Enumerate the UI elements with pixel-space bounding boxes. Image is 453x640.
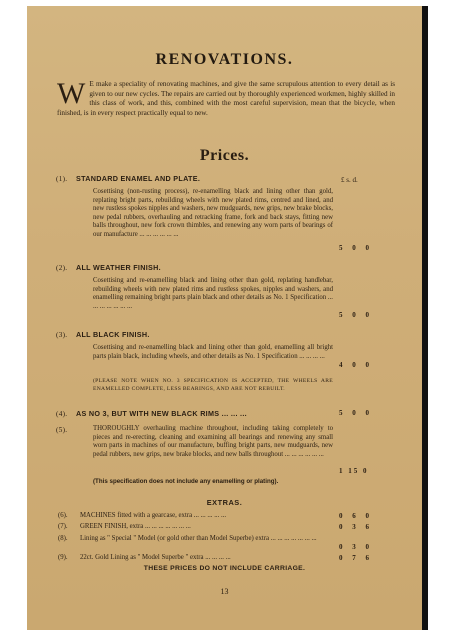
prices-heading: Prices. [199,147,250,164]
page-title: RENOVATIONS. [155,51,294,68]
extra-9-price: 0 7 6 [339,554,373,562]
page-number: 13 [220,587,229,596]
item-3-note: (PLEASE NOTE WHEN NO. 3 SPECIFICATION IS ACCEPTED, THE WHEELS ARE ENAMELLED COMPLETE, LESS BEARINGS, AND ARE NOT REBUILT. [93,378,333,392]
extra-number: (7). [58,523,68,530]
item-number: (3). [56,331,68,339]
item-title: ALL WEATHER FINISH. [76,263,161,272]
intro-text: E make a speciality of renovating machines, and give the same scrupulous attention to every detail as is given to our new cycles. The repairs are carried out by thoroughly experienced workmen, highly skilled in this class of work, and this, combined with the most careful supervision, mean that the bicycle, when finished, is in every respect practically equal to new. [57,80,395,117]
currency-header: £ s. d. [341,176,358,184]
item-title: ALL BLACK FINISH. [76,330,150,339]
extras-heading: EXTRAS. [206,498,243,507]
item-title: STANDARD ENAMEL AND PLATE. [76,174,201,183]
extra-row-6 [58,512,328,519]
intro-paragraph [57,77,395,118]
item-5-heading [56,425,76,434]
carriage-note: THESE PRICES DO NOT INCLUDE CARRIAGE. [143,565,306,572]
item-5-description: THOROUGHLY overhauling machine throughout, including taking completely to pieces and re-erecting, cleaning and examining all bearings and renewing any small worn parts in machines of our manufacture, buffing bright parts, new mudguards, new pedal rubbers, new grips, new brake blocks, and new balls throughout ... ... ... ... ... ... [93,425,333,458]
extra-8-price: 0 3 0 [339,543,373,551]
extra-number: (9). [58,554,68,561]
extra-row-7 [58,523,328,530]
drop-cap: W [57,77,86,110]
item-5-price: 1 15 0 [339,467,369,475]
item-number: (1). [56,175,68,183]
item-2-description: Cosettising and re-enamelling black and lining other than gold, replating handlebar, rebuilding wheels with new plated rims and rustless spokes, nipples and washers, and enamelling remaining bright parts plain black and other details as No. 1 Specification ... ... ... ... ... ... ... [93,277,333,310]
item-3-price: 4 0 0 [339,361,373,369]
item-number: (4). [56,410,68,418]
item-4-heading [56,409,247,418]
item-1-heading [56,174,200,183]
item-2-price: 5 0 0 [339,311,373,319]
item-title: AS NO 3, BUT WITH NEW BLACK RIMS ... ... ... [76,409,247,418]
page-edge [422,6,428,630]
extra-text: MACHINES fitted with a gearcase, extra ... ... ... ... ... [80,512,227,519]
item-2-heading [56,263,161,272]
document-page [27,6,422,630]
item-1-price: 5 0 0 [339,244,373,252]
item-number: (5). [56,426,68,434]
extra-number: (6). [58,512,68,519]
extra-row-9 [58,554,328,561]
extra-text: Lining as " Special " Model (or gold other than Model Superbe) extra ... ... ... ... ... ... ... [80,535,317,542]
item-4-price: 5 0 0 [339,409,373,417]
item-number: (2). [56,264,68,272]
extra-6-price: 0 6 0 [339,512,373,520]
item-3-description: Cosettising and re-enamelling black and lining other than gold, enamelling all bright parts plain black, including wheels, and other details as No. 1 Specification ... ... ... ... [93,344,333,360]
item-5-note: (This specification does not include any enamelling or plating). [93,478,279,485]
extra-text: GREEN FINISH, extra ... ... ... ... ... ... ... [80,523,191,530]
extra-row-8 [58,534,328,543]
extra-7-price: 0 3 6 [339,523,373,531]
item-1-description: Cosettising (non-rusting process), re-enamelling black and lining other than gold, replating bright parts, rebuilding wheels with new plated rims, centred and lined, and new rustless spokes nipples and washers, new mudguards, new grips, new brake blocks, new pedal rubbers, overhauling and retracking frame, fork and back stays, fitting new balls throughout, new fork crown thimbles, and renewing any worn parts of bearings of our manufacture ... ... ... ... ... ... [93,188,333,238]
extra-text: 22ct. Gold Lining as " Model Superbe " extra ... ... ... ... [80,554,231,561]
extra-number: (8). [58,535,68,542]
item-3-heading [56,330,150,339]
